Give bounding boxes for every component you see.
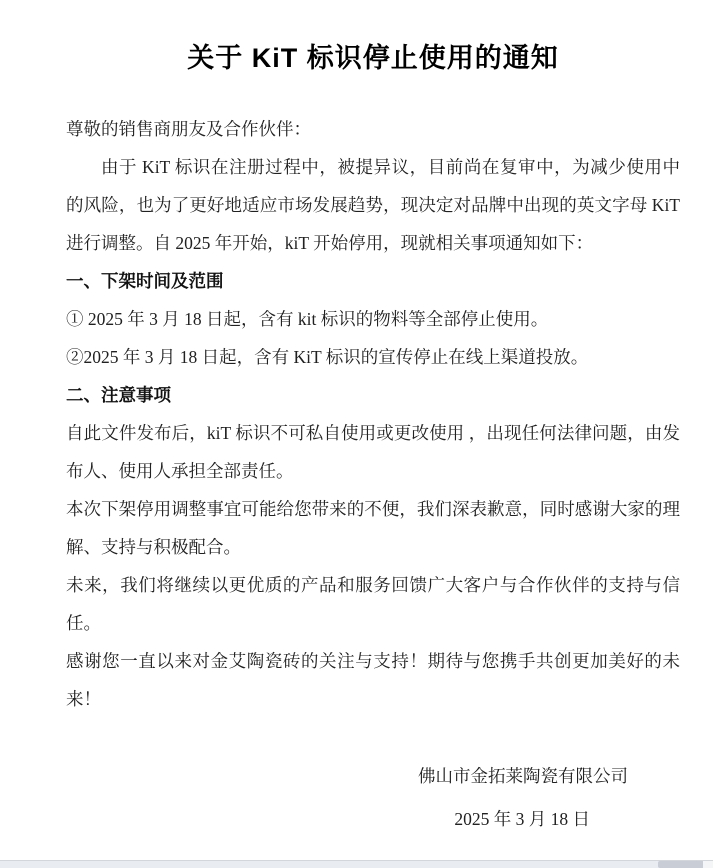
scrollbar-thumb[interactable] — [658, 861, 704, 868]
document-date: 2025 年 3 月 18 日 — [454, 809, 590, 829]
section1-heading: 一、下架时间及范围 — [66, 271, 224, 291]
section1-item-2: ②2025 年 3 月 18 日起，含有 KiT 标识的宣传停止在线上渠道投放。 — [66, 347, 589, 367]
section2-body-paragraph: 自此文件发布后，kiT 标识不可私自使用或更改使用 ，出现任何法律问题，由发布人、使用人承担全部责任。 — [66, 423, 680, 481]
document-title: 关于 KiT 标识停止使用的通知 — [187, 43, 559, 73]
intro-paragraph: 由于 KiT 标识在注册过程中，被提异议，目前尚在复审中，为减少使用中的风险，也为了更好地适应市场发展趋势，现决定对品牌中出现的英文字母 KiT 进行调整。自 2025 年开始，kiT 开始停用，现就相关事项通知如下： — [66, 157, 680, 253]
horizontal-scrollbar-track[interactable] — [0, 860, 713, 868]
section1-item-1: ① 2025 年 3 月 18 日起，含有 kit 标识的物料等全部停止使用。 — [66, 309, 549, 329]
closing-paragraph-apology: 本次下架停用调整事宜可能给您带来的不便，我们深表歉意，同时感谢大家的理解、支持与积极配合。 — [66, 499, 680, 557]
signature-block — [66, 756, 680, 839]
company-signature: 佛山市金拓莱陶瓷有限公司 — [418, 766, 628, 786]
closing-paragraph-future: 未来，我们将继续以更优质的产品和服务回馈广大客户与合作伙伴的支持与信任。 — [66, 575, 680, 633]
greeting-line: 尊敬的销售商朋友及合作伙伴： — [66, 119, 311, 139]
section2-heading: 二、注意事项 — [66, 385, 171, 405]
scrollbar-corner — [703, 861, 713, 868]
closing-paragraph-thanks: 感谢您一直以来对金艾陶瓷砖的关注与支持！期待与您携手共创更加美好的未来！ — [66, 651, 680, 709]
